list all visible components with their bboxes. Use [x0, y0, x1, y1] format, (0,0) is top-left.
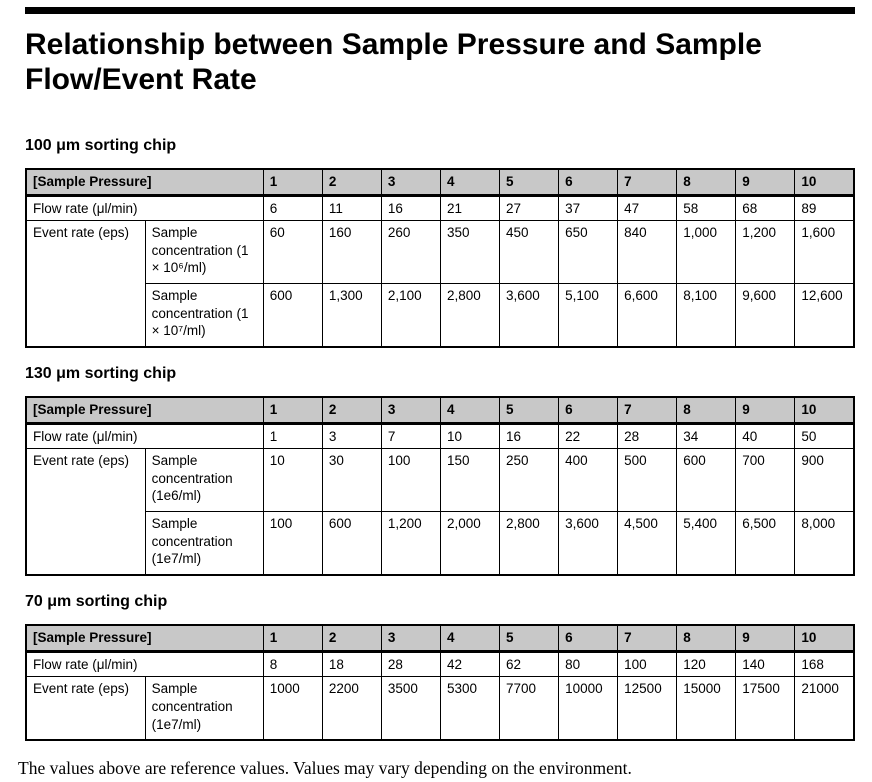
pressure-column-header: 5: [500, 169, 559, 195]
pressure-column-header: 9: [736, 625, 795, 651]
event-rate-value: 700: [736, 449, 795, 512]
chip-section-70um: [25, 593, 855, 741]
pressure-column-header: 9: [736, 169, 795, 195]
event-rate-value: 6,500: [736, 512, 795, 576]
pressure-column-header: 10: [795, 625, 854, 651]
flow-rate-value: 47: [618, 195, 677, 221]
event-rate-value: 2200: [322, 677, 381, 741]
pressure-column-header: 3: [381, 169, 440, 195]
event-rate-value: 8,100: [677, 284, 736, 348]
chip-section-130um: [25, 365, 855, 576]
pressure-column-header: 7: [618, 169, 677, 195]
event-rate-value: 150: [440, 449, 499, 512]
event-rate-value: 1,000: [677, 221, 736, 284]
event-rate-value: 60: [263, 221, 322, 284]
flow-rate-value: 28: [618, 423, 677, 449]
event-rate-value: 17500: [736, 677, 795, 741]
event-rate-value: 1,200: [381, 512, 440, 576]
flow-rate-label: Flow rate (μl/min): [26, 195, 263, 221]
flow-rate-value: 37: [559, 195, 618, 221]
event-rate-value: 100: [381, 449, 440, 512]
flow-rate-value: 10: [440, 423, 499, 449]
pressure-column-header: 6: [559, 625, 618, 651]
event-rate-value: 3500: [381, 677, 440, 741]
flow-rate-row: [26, 423, 854, 449]
flow-rate-value: 120: [677, 651, 736, 677]
flow-rate-value: 22: [559, 423, 618, 449]
chip-section-100um: [25, 137, 855, 348]
event-rate-value: 2,100: [381, 284, 440, 348]
pressure-column-header: 7: [618, 625, 677, 651]
pressure-column-header: 5: [500, 397, 559, 423]
event-rate-value: 5300: [440, 677, 499, 741]
section-title-130um: 130 μm sorting chip: [25, 365, 177, 383]
flow-rate-value: 89: [795, 195, 854, 221]
event-rate-value: 3,600: [500, 284, 559, 348]
event-rate-label: Event rate (eps): [26, 221, 145, 348]
flow-rate-value: 6: [263, 195, 322, 221]
flow-rate-value: 18: [322, 651, 381, 677]
reference-footnote: The values above are reference values. Values may vary depending on the environment.: [18, 758, 632, 779]
pressure-column-header: 10: [795, 169, 854, 195]
event-rate-value: 2,800: [500, 512, 559, 576]
event-rate-value: 5,100: [559, 284, 618, 348]
event-rate-value: 250: [500, 449, 559, 512]
flow-rate-value: 3: [322, 423, 381, 449]
event-rate-row-1e7: [26, 512, 854, 576]
pressure-column-header: 10: [795, 397, 854, 423]
event-rate-value: 1,300: [322, 284, 381, 348]
page-title-line1: Relationship between Sample Pressure and Sample: [25, 28, 762, 61]
flow-rate-value: 68: [736, 195, 795, 221]
pressure-column-header: 4: [440, 169, 499, 195]
pressure-column-header: 6: [559, 169, 618, 195]
section-title-70um: 70 μm sorting chip: [25, 593, 168, 611]
header-row: [26, 397, 854, 423]
header-row: [26, 625, 854, 651]
event-rate-value: 840: [618, 221, 677, 284]
event-rate-value: 600: [263, 284, 322, 348]
event-rate-value: 8,000: [795, 512, 854, 576]
event-rate-value: 10: [263, 449, 322, 512]
flow-rate-value: 40: [736, 423, 795, 449]
flow-rate-value: 7: [381, 423, 440, 449]
flow-rate-value: 168: [795, 651, 854, 677]
sample-concentration-label-1e6: Sample concentration (1e6/ml): [145, 449, 263, 512]
pressure-column-header: 9: [736, 397, 795, 423]
sample-pressure-label: [Sample Pressure]: [26, 397, 263, 423]
event-rate-value: 9,600: [736, 284, 795, 348]
event-rate-value: 160: [322, 221, 381, 284]
pressure-column-header: 8: [677, 397, 736, 423]
flow-rate-value: 34: [677, 423, 736, 449]
event-rate-value: 12500: [618, 677, 677, 741]
sample-concentration-label-1e7: Sample concentration (1e7/ml): [145, 677, 263, 741]
event-rate-value: 100: [263, 512, 322, 576]
flow-rate-value: 140: [736, 651, 795, 677]
pressure-column-header: 1: [263, 625, 322, 651]
flow-rate-value: 1: [263, 423, 322, 449]
pressure-column-header: 1: [263, 397, 322, 423]
pressure-column-header: 5: [500, 625, 559, 651]
section-title-100um: 100 μm sorting chip: [25, 137, 177, 155]
event-rate-value: 30: [322, 449, 381, 512]
pressure-column-header: 8: [677, 169, 736, 195]
event-rate-value: 6,600: [618, 284, 677, 348]
event-rate-value: 2,000: [440, 512, 499, 576]
flow-rate-value: 58: [677, 195, 736, 221]
flow-rate-value: 50: [795, 423, 854, 449]
event-rate-value: 900: [795, 449, 854, 512]
pressure-column-header: 1: [263, 169, 322, 195]
flow-rate-value: 100: [618, 651, 677, 677]
event-rate-value: 5,400: [677, 512, 736, 576]
event-rate-row-1e7: [26, 284, 854, 348]
title-rule-bar: [25, 7, 855, 14]
event-rate-value: 21000: [795, 677, 854, 741]
flow-rate-value: 11: [322, 195, 381, 221]
sample-pressure-label: [Sample Pressure]: [26, 169, 263, 195]
flow-rate-value: 16: [381, 195, 440, 221]
event-rate-value: 260: [381, 221, 440, 284]
event-rate-value: 650: [559, 221, 618, 284]
header-row: [26, 169, 854, 195]
event-rate-value: 15000: [677, 677, 736, 741]
event-rate-label: Event rate (eps): [26, 449, 145, 576]
event-rate-label: Event rate (eps): [26, 677, 145, 741]
pressure-column-header: 3: [381, 625, 440, 651]
event-rate-value: 4,500: [618, 512, 677, 576]
event-rate-row-1e6: [26, 449, 854, 512]
event-rate-value: 1,200: [736, 221, 795, 284]
pressure-column-header: 2: [322, 625, 381, 651]
flow-rate-value: 80: [559, 651, 618, 677]
event-rate-value: 10000: [559, 677, 618, 741]
event-rate-value: 400: [559, 449, 618, 512]
event-rate-row-1e6: [26, 221, 854, 284]
flow-rate-row: [26, 195, 854, 221]
flow-rate-value: 16: [500, 423, 559, 449]
event-rate-value: 500: [618, 449, 677, 512]
flow-rate-value: 28: [381, 651, 440, 677]
pressure-column-header: 2: [322, 169, 381, 195]
event-rate-value: 1,600: [795, 221, 854, 284]
event-rate-value: 12,600: [795, 284, 854, 348]
pressure-table-130um: [25, 396, 855, 576]
event-rate-value: 600: [677, 449, 736, 512]
pressure-column-header: 4: [440, 397, 499, 423]
page-title-line2: Flow/Event Rate: [25, 63, 257, 97]
flow-rate-value: 42: [440, 651, 499, 677]
sample-concentration-label-1e7: Sample concentration (1e7/ml): [145, 512, 263, 576]
pressure-table-100um: [25, 168, 855, 348]
pressure-column-header: 8: [677, 625, 736, 651]
pressure-column-header: 4: [440, 625, 499, 651]
page-title: [25, 27, 855, 97]
pressure-column-header: 2: [322, 397, 381, 423]
flow-rate-value: 27: [500, 195, 559, 221]
event-rate-row-1e7: [26, 677, 854, 741]
pressure-table-70um: [25, 624, 855, 741]
flow-rate-label: Flow rate (μl/min): [26, 423, 263, 449]
flow-rate-value: 21: [440, 195, 499, 221]
event-rate-value: 1000: [263, 677, 322, 741]
event-rate-value: 450: [500, 221, 559, 284]
pressure-column-header: 7: [618, 397, 677, 423]
event-rate-value: 3,600: [559, 512, 618, 576]
flow-rate-row: [26, 651, 854, 677]
event-rate-value: 7700: [500, 677, 559, 741]
flow-rate-value: 62: [500, 651, 559, 677]
flow-rate-value: 8: [263, 651, 322, 677]
event-rate-value: 350: [440, 221, 499, 284]
pressure-column-header: 6: [559, 397, 618, 423]
sample-pressure-label: [Sample Pressure]: [26, 625, 263, 651]
sample-concentration-label-1e7: Sample concentration (1 × 10⁷/ml): [145, 284, 263, 348]
event-rate-value: 600: [322, 512, 381, 576]
sample-concentration-label-1e6: Sample concentration (1 × 10⁶/ml): [145, 221, 263, 284]
flow-rate-label: Flow rate (μl/min): [26, 651, 263, 677]
pressure-column-header: 3: [381, 397, 440, 423]
event-rate-value: 2,800: [440, 284, 499, 348]
